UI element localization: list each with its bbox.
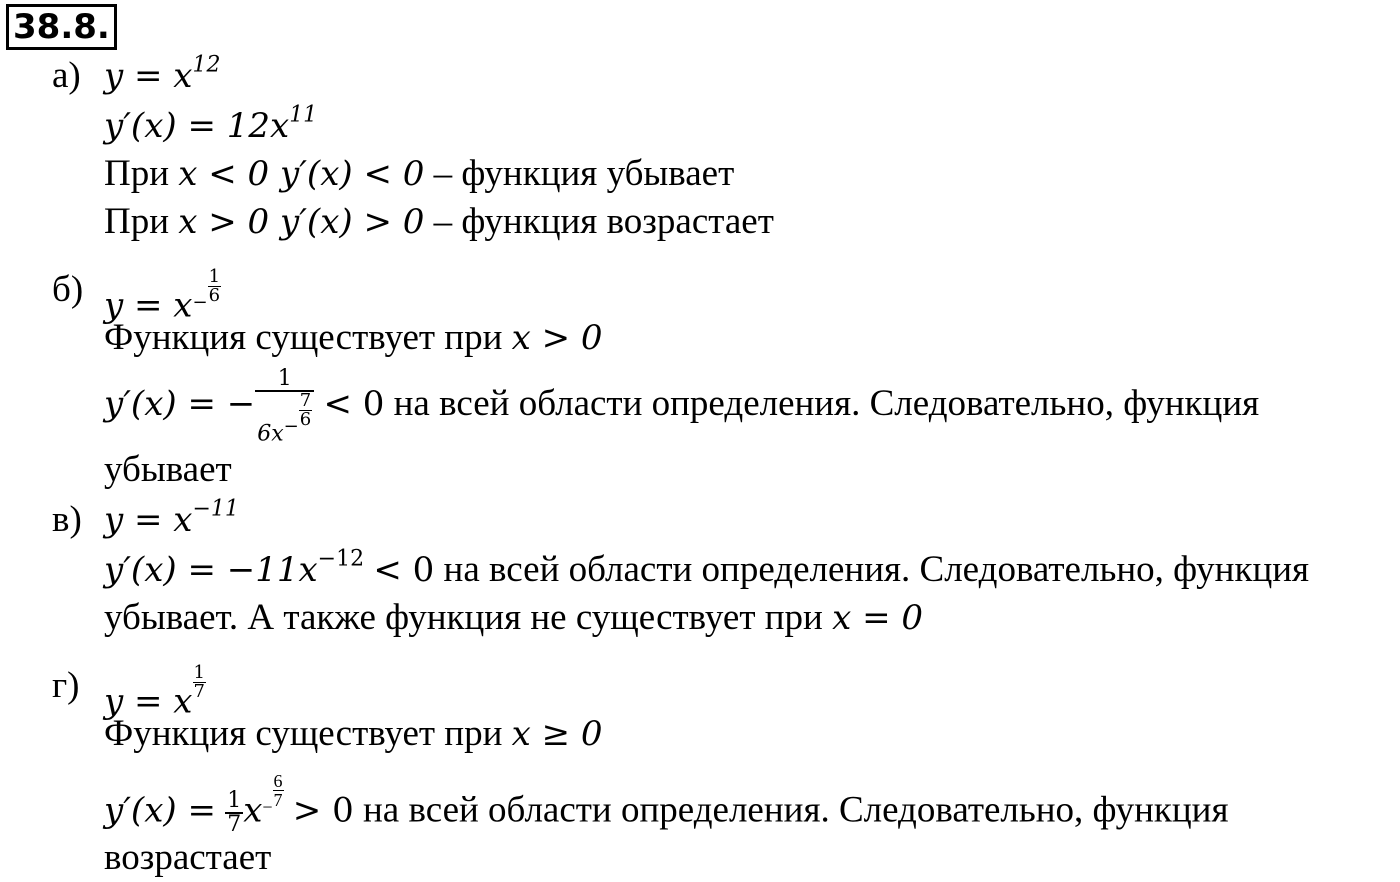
part-g-function: y = x $\frac{1}{7}$	[104, 662, 205, 722]
part-b-label: б)	[52, 269, 84, 310]
part-a-derivative: $y'(x) = 12x^{11}$	[104, 102, 318, 146]
part-g-label: г)	[52, 665, 80, 706]
part-g-domain-line: Функция существует при x ≥ 0	[104, 713, 603, 754]
part-g-conclusion: возрастает	[104, 837, 272, 878]
part-a-decreasing-line: При x < 0 y′(x) < 0 – функция убывает	[104, 153, 735, 194]
part-v-label: в)	[52, 499, 82, 540]
part-v-conclusion: убывает. А также функция не существует при x = 0	[104, 597, 924, 638]
part-g-domain-condition: x ≥ 0	[511, 714, 603, 754]
part-v-derivative-line: $y'(x) = -11x^{-12} < 0$ на всей области определения. Следовательно, функция	[104, 546, 1310, 590]
part-b-domain-line: Функция существует при x > 0	[104, 317, 603, 358]
part-g-coef-numerator: 1	[227, 787, 242, 813]
part-a-exponent: 12	[192, 52, 221, 78]
part-a-function: $y = x^{12}$	[104, 52, 221, 96]
problem-number: 38.8.	[6, 4, 117, 50]
part-v-deriv-exponent: −12	[317, 546, 365, 572]
part-v-function: $y = x^{-11}$	[104, 496, 239, 540]
part-b-deriv-numerator: 1	[277, 366, 292, 391]
part-a-label: а)	[52, 55, 81, 96]
part-a-increasing-line: При x > 0 y′(x) > 0 – функция возрастает	[104, 201, 774, 242]
part-v-exponent: −11	[192, 496, 239, 522]
part-v-undefined-point: x = 0	[832, 598, 924, 638]
part-b-derivative-line: y′(x) = − 1 6x− $\frac{7}{6}$ < 0 на всей области определения. Следовательно, функция	[104, 366, 1260, 447]
part-a-increasing-condition: x > 0 y′(x) > 0	[178, 202, 425, 242]
part-g-coef-denominator: 7	[227, 811, 242, 837]
part-a-deriv-exponent: 11	[289, 102, 318, 128]
part-b-function: y = x− $\frac{1}{6}$	[104, 266, 221, 326]
part-g-derivative-line: y′(x) = $\frac{1}{7}$ x− $\frac{6}{7}$ > 0 на всей области определения. Следовательно, функция	[104, 771, 1229, 837]
part-a-decreasing-condition: x < 0 y′(x) < 0	[178, 154, 425, 194]
part-b-domain-condition: x > 0	[511, 318, 603, 358]
part-b-conclusion: убывает	[104, 449, 232, 490]
